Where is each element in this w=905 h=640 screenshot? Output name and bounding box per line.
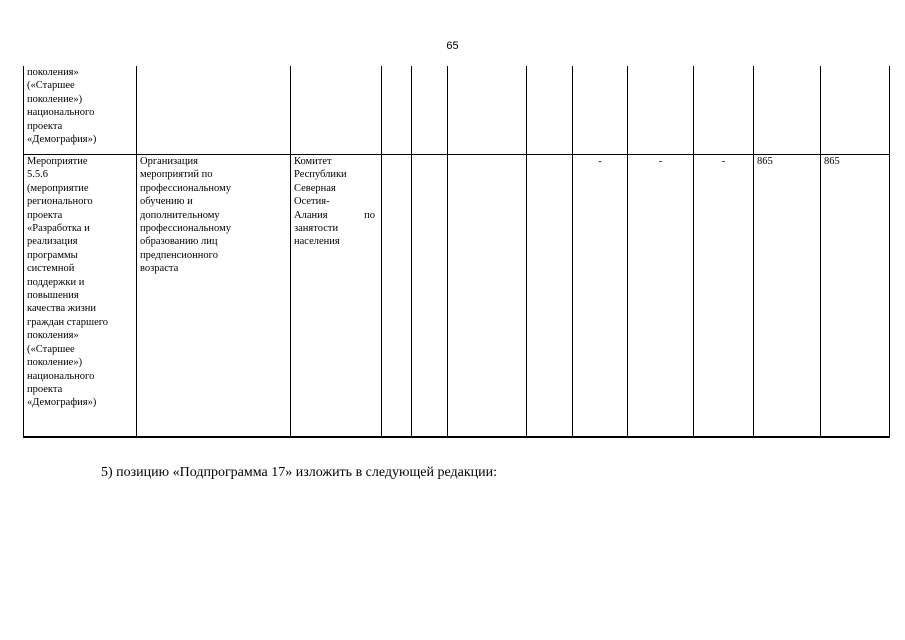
empty-cell <box>694 66 754 155</box>
empty-cell <box>527 155 573 438</box>
cell-line: Северная <box>294 182 336 194</box>
cell-line: занятости <box>294 223 339 235</box>
cell-line: обучению и <box>140 196 193 208</box>
measure-name-cell <box>24 155 137 438</box>
measure-description-cell <box>137 155 291 438</box>
cell-line: проекта <box>27 120 63 132</box>
cell-line: мероприятий по <box>140 169 213 181</box>
empty-cell <box>412 66 448 155</box>
cell-line: «Демография») <box>27 397 97 409</box>
cell-line: Осетия- <box>294 196 330 208</box>
program-table <box>23 66 890 438</box>
cell-line: реализация <box>27 236 78 248</box>
cell-line: населения <box>294 236 340 248</box>
empty-cell <box>527 66 573 155</box>
funding-dash-cell: - <box>573 155 628 438</box>
table-row-measure-5-5-6 <box>24 155 890 438</box>
empty-cell <box>382 155 412 438</box>
cell-line: Организация <box>140 156 198 167</box>
cell-line: («Старшее <box>27 80 75 92</box>
cell-line: повышения <box>27 290 79 302</box>
funding-dash-cell: - <box>628 155 694 438</box>
cell-line: программы <box>27 249 78 261</box>
continued-measure-cell <box>24 66 137 155</box>
empty-cell <box>628 66 694 155</box>
cell-line: профессиональному <box>140 223 231 235</box>
empty-cell <box>448 155 527 438</box>
cell-line: регионального <box>27 196 93 208</box>
table-row-continuation <box>24 66 890 155</box>
funding-dash-cell: - <box>694 155 754 438</box>
cell-line: предпенсионного <box>140 249 218 261</box>
cell-line: дополнительному <box>140 209 220 221</box>
cell-line: поддержки и <box>27 276 85 288</box>
cell-line: «Демография») <box>27 134 97 146</box>
cell-line: поколение») <box>27 93 83 105</box>
empty-cell <box>573 66 628 155</box>
cell-line: проекта <box>27 383 63 395</box>
cell-line: поколения» <box>27 330 79 342</box>
responsible-executor-cell <box>291 155 382 438</box>
cell-line: профессиональному <box>140 182 231 194</box>
justified-right-word: по <box>364 209 375 221</box>
cell-line: национального <box>27 370 95 382</box>
cell-line: Республики <box>294 169 347 181</box>
cell-line: 5.5.6 <box>27 169 48 181</box>
empty-cell <box>137 66 291 155</box>
justified-line <box>294 209 381 222</box>
empty-cell <box>412 155 448 438</box>
empty-cell <box>821 66 890 155</box>
cell-line: поколения» <box>27 67 79 78</box>
empty-cell <box>382 66 412 155</box>
empty-cell <box>754 66 821 155</box>
cell-line: («Старшее <box>27 343 75 355</box>
instruction-paragraph: 5) позицию «Подпрограмма 17» изложить в следующей редакции: <box>101 465 498 480</box>
cell-line: национального <box>27 107 95 119</box>
cell-line: «Разработка и <box>27 223 90 235</box>
justified-left-word: Алания <box>294 209 328 221</box>
cell-line: Мероприятие <box>27 156 88 167</box>
cell-line: системной <box>27 263 75 275</box>
cell-line: проекта <box>27 209 63 221</box>
empty-cell <box>448 66 527 155</box>
funding-value-cell: 865 <box>821 155 890 438</box>
funding-value-cell: 865 <box>754 155 821 438</box>
cell-line: поколение») <box>27 357 83 369</box>
cell-line: образованию лиц <box>140 236 218 248</box>
cell-line: (мероприятие <box>27 182 89 194</box>
cell-line: возраста <box>140 263 179 275</box>
page-number: 65 <box>446 40 459 52</box>
cell-line: Комитет <box>294 156 332 167</box>
empty-cell <box>291 66 382 155</box>
cell-line: граждан старшего <box>27 316 109 328</box>
cell-line: качества жизни <box>27 303 96 315</box>
